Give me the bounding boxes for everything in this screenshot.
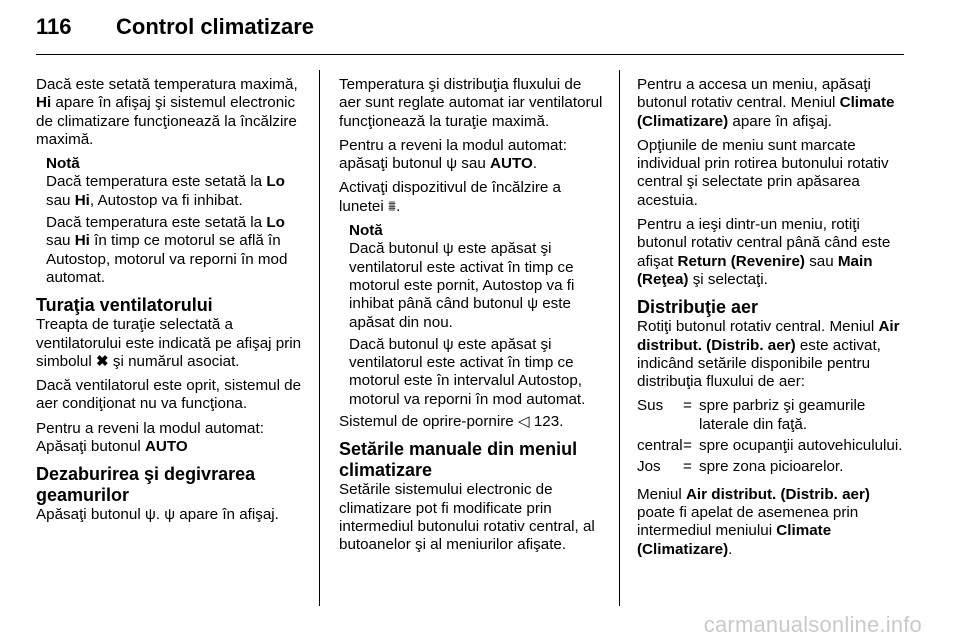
paragraph: Activaţi dispozitivul de încălzire a lunetei ⩩. <box>339 179 562 215</box>
air-distribution-table <box>637 397 907 479</box>
header-rule <box>36 54 904 55</box>
page-title: Control climatizare <box>116 14 315 39</box>
paragraph: Setările sistemului electronic de climatizare pot fi modificate prin intermediul butonului rotativ central, al butoanelor şi al meniurilor afişate. <box>339 481 595 554</box>
column-3 <box>637 76 907 565</box>
note-box <box>46 155 308 287</box>
defrost-icon: ψ <box>527 295 539 313</box>
defrost-icon: ψ <box>446 155 458 173</box>
defrost-icon: ψ <box>164 506 176 524</box>
section-heading: Turaţia ventilatorului <box>36 295 213 316</box>
table-row: Sus = spre parbriz şi geamurile laterale din faţă. <box>637 397 866 433</box>
paragraph: Rotiţi butonul rotativ central. Meniul Air distribut. (Distrib. aer) este activat, indicând setările disponibile pentru distribuţia fluxului de aer: <box>637 318 900 391</box>
paragraph: Dacă este setată temperatura maximă, Hi apare în afişaj şi sistemul electronic de climatizare funcţionează la încălzire maximă. <box>36 76 298 148</box>
note: Notă Dacă temperatura este setată la Lo sau Hi, Autostop va fi inhibat. <box>46 155 285 209</box>
section-heading: Distribuţie aer <box>637 297 759 318</box>
note: Dacă temperatura este setată la Lo sau Hi în timp ce motorul se află în Autostop, motorul va reporni în mod automat. <box>46 214 288 286</box>
paragraph: Apăsaţi butonul ψ. ψ apare în afişaj. <box>36 506 279 524</box>
paragraph: Temperatura şi distribuţia fluxului de aer sunt reglate automat iar ventilatorul funcţionează la turaţie maximă. <box>339 76 603 130</box>
watermark: carmanualsonline.info <box>703 612 922 637</box>
section-heading: Setările manuale din meniul climatizare <box>339 439 578 481</box>
column-divider <box>619 70 620 606</box>
column-divider <box>319 70 320 606</box>
page-number: 116 <box>36 14 72 39</box>
page-header <box>36 14 314 40</box>
column-1 <box>36 76 308 531</box>
defrost-icon: ψ <box>144 506 156 524</box>
column-2 <box>339 76 607 561</box>
paragraph: Pentru a reveni la modul automat: Apăsaţi butonul AUTO <box>36 419 264 456</box>
paragraph: Dacă ventilatorul este oprit, sistemul de aer condiţionat nu va funcţiona. <box>36 377 302 413</box>
paragraph: Meniul Air distribut. (Distrib. aer) poate fi apelat de asemenea prin intermediul meniului Climate (Climatizare). <box>637 485 870 558</box>
defrost-icon: ψ <box>442 240 454 258</box>
note-title: Notă <box>349 222 383 240</box>
fan-icon: ✖ <box>95 352 109 370</box>
note-title: Notă <box>46 155 80 173</box>
section-heading: Dezaburirea şi degivrarea geamurilor <box>36 464 256 506</box>
page-reference-icon: ◁ <box>517 413 530 431</box>
paragraph: Pentru a ieşi dintr-un meniu, rotiţi butonul rotativ central până când este afişat Return (Revenire) sau Main (Reţea) şi selectaţi. <box>637 216 891 288</box>
paragraph: Opţiunile de meniu sunt marcate individual prin rotirea butonului rotativ central şi selectate prin apăsarea acestuia. <box>637 136 889 209</box>
paragraph: Pentru a reveni la modul automat: apăsaţi butonul ψ sau AUTO. <box>339 136 567 173</box>
defrost-icon: ψ <box>442 335 454 353</box>
table-row: central = spre ocupanţii autovehiculului. <box>637 437 903 455</box>
table-row: Jos = spre zona picioarelor. <box>637 458 844 476</box>
paragraph: Pentru a accesa un meniu, apăsaţi butonul rotativ central. Meniul Climate (Climatizare) apare în afişaj. <box>637 76 895 130</box>
rear-defrost-icon: ⩩ <box>387 197 397 215</box>
paragraph: Sistemul de oprire-pornire ◁ 123. <box>339 413 564 431</box>
paragraph: Treapta de turaţie selectată a ventilatorului este indicată pe afişaj prin simbolul ✖ şi numărul asociat. <box>36 316 302 370</box>
note: Notă Dacă butonul ψ este apăsat şi ventilatorul este activat în timp ce motorul este pornit, Autostop va fi inhibat până când butonul ψ este apăsat din nou. <box>349 222 575 331</box>
note-box <box>349 222 607 409</box>
note: Dacă butonul ψ este apăsat şi ventilatorul este activat în timp ce motorul este în intervalul Autostop, motorul va reporni în mod automat. <box>349 335 586 408</box>
